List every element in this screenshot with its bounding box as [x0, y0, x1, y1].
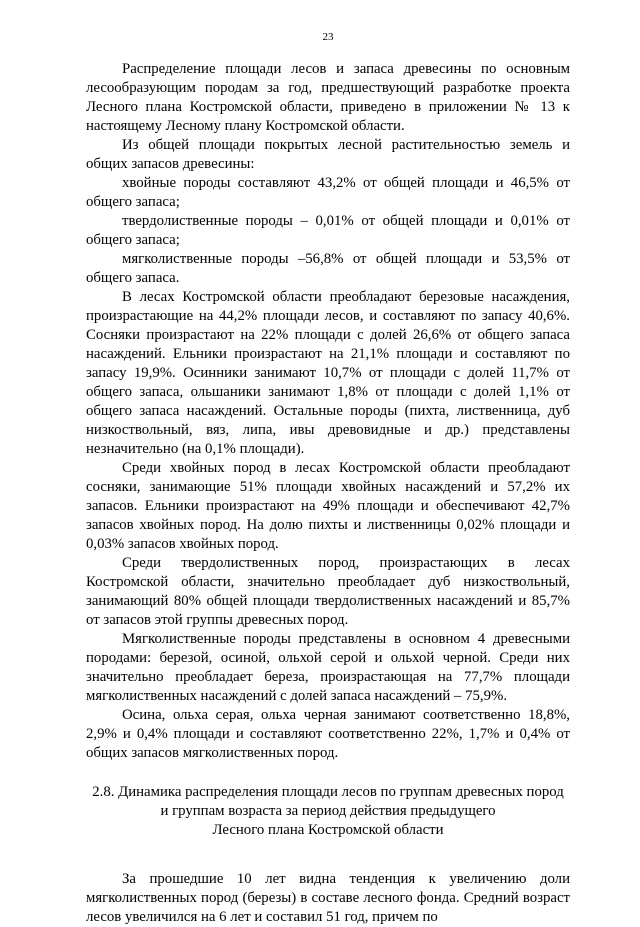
section-heading-line-1: 2.8. Динамика распределения площади лесов по группам древесных пород	[92, 784, 564, 800]
page-number: 23	[322, 31, 334, 43]
section-heading	[86, 783, 570, 840]
paragraph-appendix-reference: Распределение площади лесов и запаса древесины по основным лесообразующим породам за год, предшествующий разработке проекта Лесного плана Костромской области, приведено в приложении № 13 к настоящему Лесному плану Костромской области.	[86, 61, 570, 134]
paragraph-ten-year-trend: За прошедшие 10 лет видна тенденция к увеличению доли мягколиственных пород (березы) в составе лесного фонда. Средний возраст лесов увеличился на 6 лет и составил 51 год, причем по	[86, 871, 570, 925]
paragraph-coniferous-share: хвойные породы составляют 43,2% от общей площади и 46,5% от общего запаса;	[86, 175, 570, 210]
section-heading-line-3: Лесного плана Костромской области	[212, 822, 444, 838]
paragraph-hardwood-share: твердолиственные породы – 0,01% от общей площади и 0,01% от общего запаса;	[86, 213, 570, 248]
paragraph-softwood-share: мягколиственные породы –56,8% от общей площади и 53,5% от общего запаса.	[86, 251, 570, 286]
document-page	[86, 30, 570, 927]
paragraph-intro-shares: Из общей площади покрытых лесной растительностью земель и общих запасов древесины:	[86, 137, 570, 172]
paragraph-softwood-details: Мягколиственные породы представлены в основном 4 древесными породами: березой, осиной, ольхой серой и ольхой черной. Среди них значительно преобладает береза, произрастающая на 77,7% площади мягколиственных насаждений с долей запаса насаждений – 75,9%.	[86, 631, 570, 704]
paragraph-aspen-alder: Осина, ольха серая, ольха черная занимают соответственно 18,8%, 2,9% и 0,4% площади и составляют соответственно 22%, 1,7% и 0,4% от общих запасов мягколиственных пород.	[86, 707, 570, 761]
paragraph-hardwood-details: Среди твердолиственных пород, произрастающих в лесах Костромской области, значительно преобладает дуб низкоствольный, занимающий 80% общей площади твердолиственных насаждений и 85,7% от запасов этой группы древесных пород.	[86, 555, 570, 628]
paragraph-prevailing-species: В лесах Костромской области преобладают березовые насаждения, произрастающие на 44,2% площади лесов, и составляют по запасу 40,6%. Сосняки произрастают на 22% площади с долей 26,6% от общего запаса насаждений. Ельники произрастают на 21,1% площади и составляют по запасу 19,9%. Осинники занимают 10,7% от площади с долей 11,7% от общего запаса, ольшаники занимают 1,8% от площади с долей 1,1% от общего запаса насаждений. Остальные породы (пихта, лиственница, дуб низкоствольный, вяз, липа, ивы древовидные и др.) представлены незначительно (на 0,1% площади).	[86, 289, 570, 457]
paragraph-coniferous-details: Среди хвойных пород в лесах Костромской области преобладают сосняки, занимающие 51% площади хвойных насаждений и 57,2% их запасов. Ельники произрастают на 49% площади и обеспечивают 42,7% запасов хвойных пород. На долю пихты и лиственницы 0,02% площади и 0,03% запасов хвойных пород.	[86, 460, 570, 552]
section-heading-line-2: и группам возраста за период действия предыдущего	[160, 803, 496, 819]
